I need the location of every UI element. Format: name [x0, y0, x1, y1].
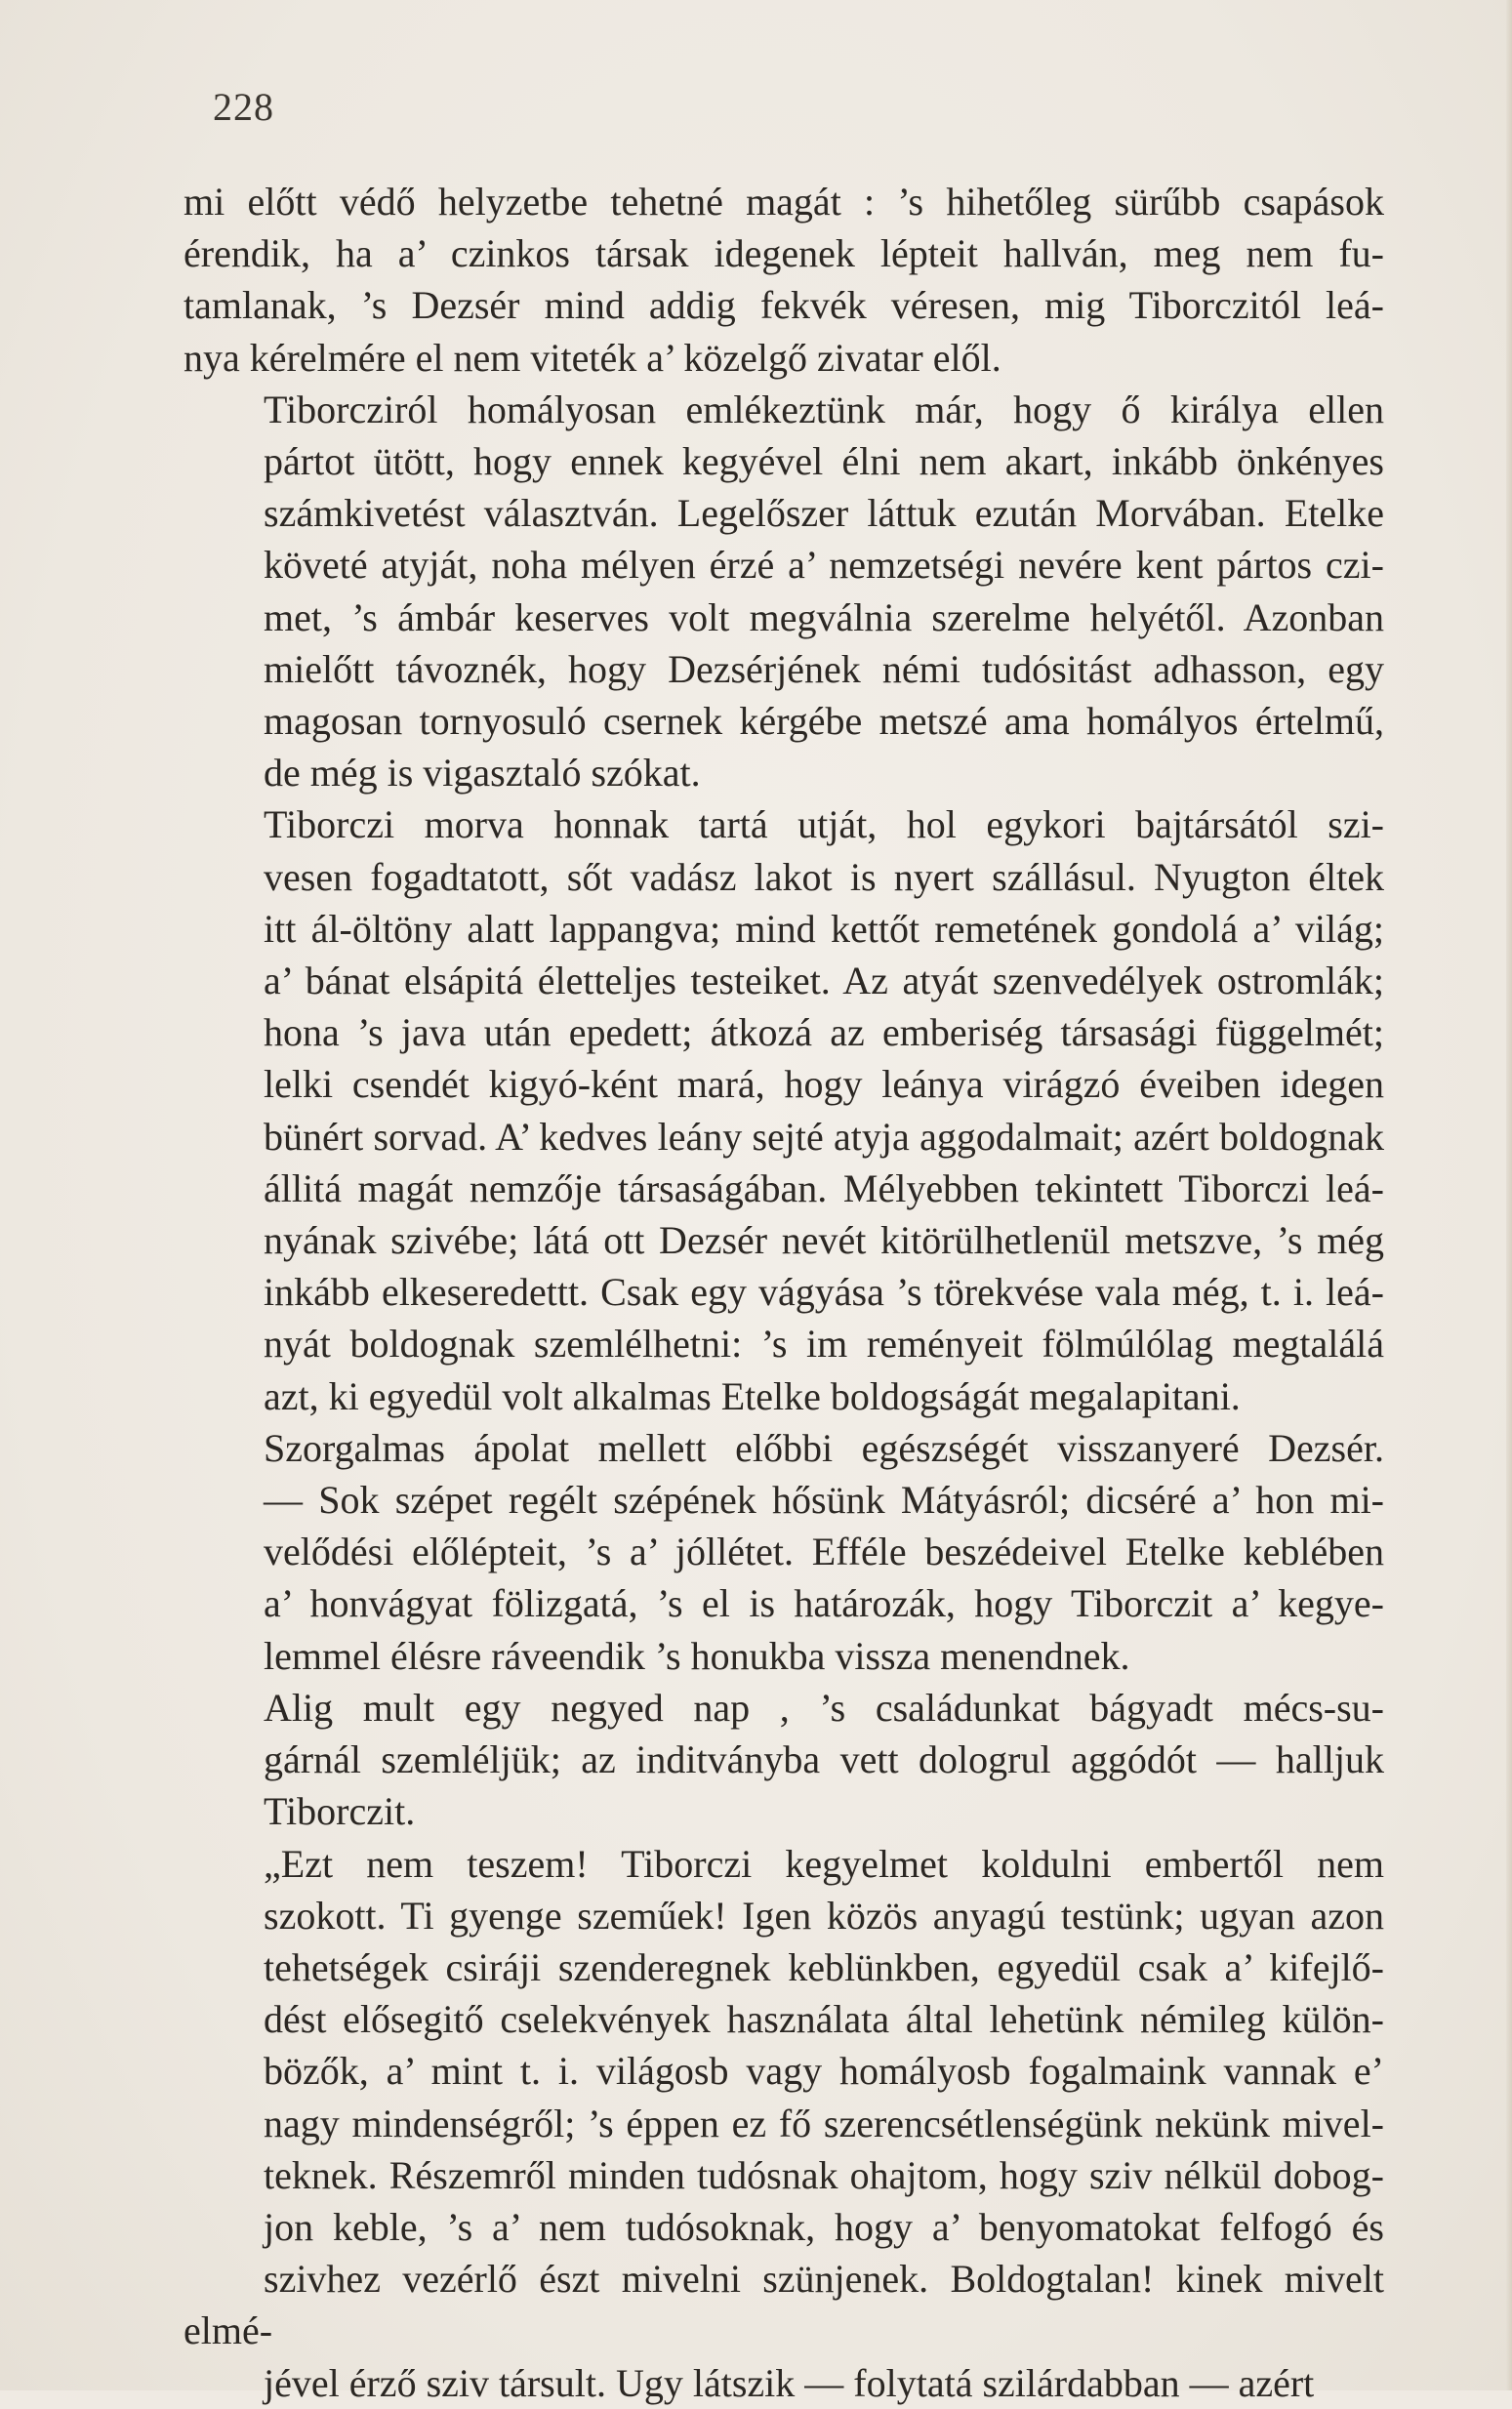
text-line: tamlanak, ’s Dezsér mind addig fekvék véresen, mig Tiborczitól leá- — [184, 283, 1384, 328]
text-line: nya kérelmére el nem viteték a’ közelgő zivatar elől. — [184, 335, 1001, 380]
text-line: hona ’s java után epedett; átkozá az emberiség társasági függelmét; — [264, 1010, 1384, 1055]
text-line: Alig mult egy negyed nap , ’s családunkat bágyadt mécs-su- — [264, 1685, 1384, 1730]
paragraph — [184, 1682, 1384, 1838]
text-line: jével érző sziv társult. Ugy látszik — folytatá szilárdabban — azért — [264, 2360, 1315, 2405]
text-line: gárnál szemléljük; az inditványba vett dologrul aggódót — halljuk — [264, 1737, 1384, 1782]
page-edge — [1506, 0, 1512, 2390]
text-line: „Ezt nem teszem! Tiborczi kegyelmet koldulni embertől nem — [264, 1841, 1384, 1886]
text-line: met, ’s ámbár keserves volt megválnia szerelme helyétől. Azonban — [264, 594, 1384, 639]
text-line: mi előtt védő helyzetbe tehetné magát : ’s hihetőleg sürűbb csapások — [184, 180, 1384, 224]
body-text — [184, 176, 1384, 2409]
text-line: nyát boldognak szemlélhetni: ’s im reményeit fölmúlólag megtalálá — [264, 1322, 1384, 1367]
text-line: dést elősegitő cselekvények használata által lehetünk némileg külön- — [264, 1997, 1384, 2042]
paragraph — [184, 384, 1384, 799]
text-line: nyának szivébe; látá ott Dezsér nevét kitörülhetlenül metszve, ’s még — [264, 1218, 1384, 1263]
text-line: pártot ütött, hogy ennek kegyével élni nem akart, inkább önkényes — [264, 439, 1384, 484]
text-line: bözők, a’ mint t. i. világosb vagy homályosb fogalmaink vannak e’ — [264, 2049, 1384, 2094]
text-line: inkább elkeseredettt. Csak egy vágyása ’s törekvése vala még, t. i. leá- — [264, 1270, 1384, 1315]
text-line: itt ál-öltöny alatt lappangva; mind kettőt remetének gondolá a’ világ; — [264, 906, 1384, 951]
text-line: teknek. Részemről minden tudósnak ohajtom, hogy sziv nélkül dobog- — [264, 2152, 1384, 2197]
text-line: lelki csendét kigyó-ként mará, hogy leánya virágzó éveiben idegen — [264, 1062, 1384, 1107]
text-line: mielőtt távoznék, hogy Dezsérjének némi tudósitást adhasson, egy — [264, 646, 1384, 691]
text-line: szivhez vezérlő észt mivelni szünjenek. Boldogtalan! kinek mivelt elmé- — [184, 2257, 1384, 2353]
text-line: jon keble, ’s a’ nem tudósoknak, hogy a’ benyomatokat felfogó és — [264, 2204, 1384, 2249]
text-line: Tiborczit. — [264, 1789, 416, 1834]
text-line: nagy mindenségről; ’s éppen ez fő szerencsétlenségünk nekünk mivel- — [264, 2101, 1384, 2145]
text-line: számkivetést választván. Legelőszer láttuk ezután Morvában. Etelke — [264, 491, 1384, 536]
text-line: a’ honvágyat fölizgatá, ’s el is határozák, hogy Tiborczit a’ kegye- — [264, 1581, 1384, 1626]
text-line: Tiborczi morva honnak tartá utját, hol egykori bajtársától szi- — [264, 802, 1384, 847]
paragraph — [184, 1838, 1384, 2409]
text-line: a’ bánat elsápitá életteljes testeiket. Az atyát szenvedélyek ostromlák; — [264, 959, 1384, 1003]
page-number: 228 — [213, 85, 274, 129]
text-line: bünért sorvad. A’ kedves leány sejté atyja aggodalmait; azért boldognak — [264, 1114, 1384, 1159]
text-line: vesen fogadtatott, sőt vadász lakot is nyert szállásul. Nyugton éltek — [264, 854, 1384, 899]
text-line: lemmel élésre ráveendik ’s honukba vissza menendnek. — [264, 1633, 1130, 1678]
text-line: állitá magát nemzője társaságában. Mélyebben tekintett Tiborczi leá- — [264, 1165, 1384, 1210]
text-line: követé atyját, noha mélyen érzé a’ nemzetségi nevére kent pártos czi- — [264, 543, 1384, 588]
text-line: magosan tornyosuló csernek kérgébe metszé ama homályos értelmű, — [264, 699, 1384, 744]
text-line: Szorgalmas ápolat mellett előbbi egészségét visszanyeré Dezsér. — [264, 1425, 1384, 1470]
paragraph — [184, 1422, 1384, 1682]
paragraph — [184, 176, 1384, 384]
text-line: szokott. Ti gyenge szeműek! Igen közös anyagú testünk; ugyan azon — [264, 1893, 1384, 1938]
text-line: — Sok szépet regélt szépének hősünk Mátyásról; dicséré a’ hon mi- — [264, 1478, 1384, 1523]
text-line: de még is vigasztaló szókat. — [264, 751, 701, 796]
text-line: azt, ki egyedül volt alkalmas Etelke boldogságát megalapitani. — [264, 1373, 1241, 1418]
text-line: velődési előlépteit, ’s a’ jóllétet. Efféle beszédeivel Etelke keblében — [264, 1530, 1384, 1574]
paragraph — [184, 798, 1384, 1421]
text-line: tehetségek csiráji szenderegnek keblünkben, egyedül csak a’ kifejlő- — [264, 1944, 1384, 1989]
text-line: érendik, ha a’ czinkos társak idegenek lépteit hallván, meg nem fu- — [184, 231, 1384, 276]
text-line: Tiborcziról homályosan emlékeztünk már, hogy ő királya ellen — [264, 387, 1384, 431]
